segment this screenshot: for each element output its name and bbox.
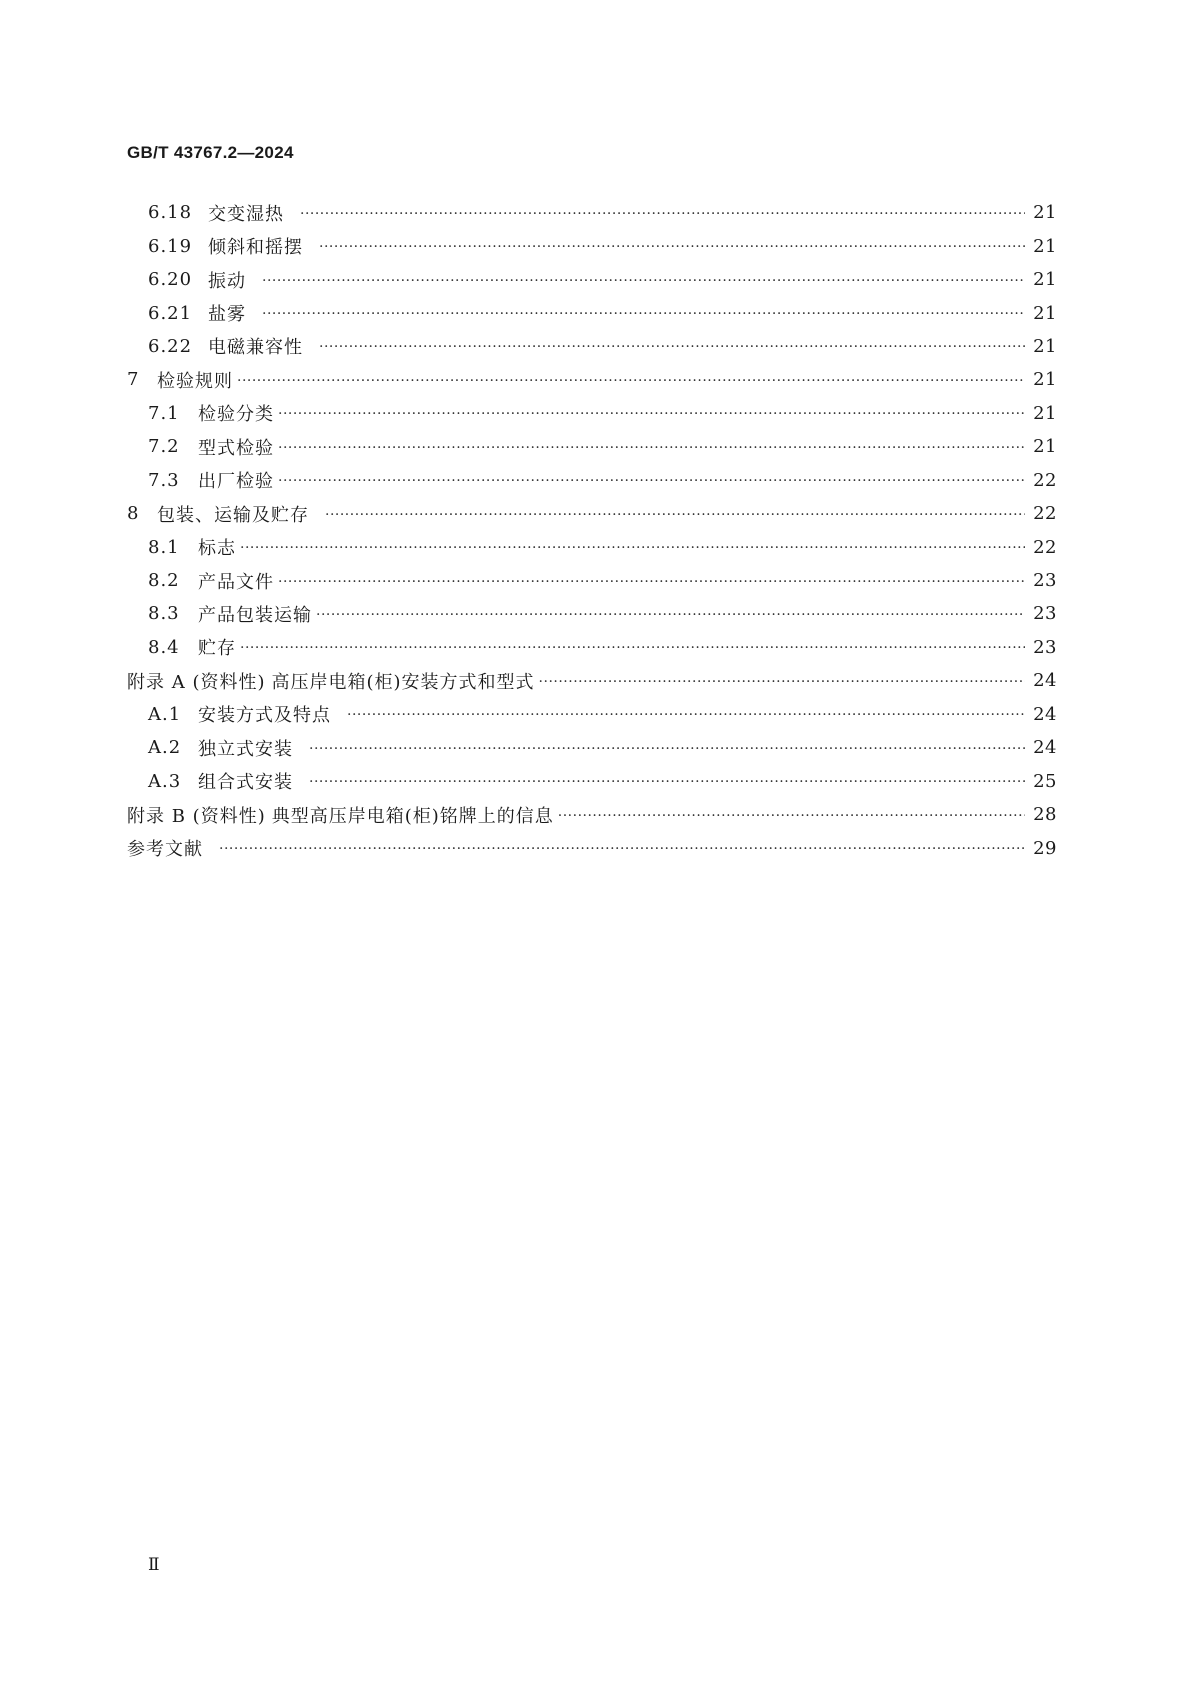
toc-entry-page: 21 — [1033, 269, 1057, 291]
dot-leader — [262, 274, 1025, 288]
toc-entry-title: 参考文献 — [127, 839, 203, 861]
table-of-contents — [127, 196, 1057, 865]
toc-entry-page: 21 — [1033, 402, 1057, 424]
toc-entry-title: 检验规则 — [157, 370, 233, 392]
toc-entry-references[interactable] — [127, 831, 1057, 864]
toc-entry-6-21[interactable] — [127, 296, 1057, 329]
dot-leader — [319, 240, 1025, 254]
toc-entry-page: 22 — [1033, 536, 1057, 558]
toc-entry-page: 22 — [1033, 469, 1057, 491]
toc-entry-title: 包装、运输及贮存 — [157, 504, 309, 526]
toc-entry-title: 型式检验 — [198, 437, 274, 459]
toc-entry-page: 28 — [1033, 804, 1057, 826]
toc-entry-page: 23 — [1033, 570, 1057, 592]
dot-leader — [278, 441, 1025, 455]
toc-entry-title: 电磁兼容性 — [208, 337, 303, 359]
toc-entry-title: 产品文件 — [198, 571, 274, 593]
toc-entry-number: 7.1 — [148, 402, 180, 424]
toc-entry-8[interactable] — [127, 497, 1057, 530]
dot-leader — [316, 608, 1025, 622]
toc-entry-number: A.3 — [148, 770, 182, 792]
dot-leader — [237, 374, 1025, 388]
dot-leader — [219, 842, 1025, 856]
toc-entry-title: 贮存 — [198, 638, 236, 660]
toc-entry-a-1[interactable] — [127, 698, 1057, 731]
toc-entry-page: 29 — [1033, 837, 1057, 859]
toc-entry-number: 8.1 — [148, 536, 180, 558]
toc-entry-title: 盐雾 — [208, 304, 246, 326]
toc-entry-number: 7.3 — [148, 469, 180, 491]
toc-entry-a-2[interactable] — [127, 731, 1057, 764]
dot-leader — [240, 541, 1025, 555]
dot-leader — [300, 207, 1025, 221]
dot-leader — [558, 809, 1025, 823]
toc-entry-number: 8 — [127, 503, 140, 525]
toc-entry-8-3[interactable] — [127, 597, 1057, 630]
toc-entry-number: 6.18 — [148, 202, 193, 224]
toc-entry-title: 独立式安装 — [198, 738, 293, 760]
toc-entry-page: 21 — [1033, 235, 1057, 257]
toc-entry-number: 6.22 — [148, 335, 193, 357]
toc-entry-number: 7.2 — [148, 436, 180, 458]
dot-leader — [347, 708, 1025, 722]
toc-entry-page: 21 — [1033, 436, 1057, 458]
toc-entry-number: 8.2 — [148, 570, 180, 592]
toc-entry-6-20[interactable] — [127, 263, 1057, 296]
dot-leader — [325, 508, 1025, 522]
toc-entry-number: 6.21 — [148, 302, 193, 324]
toc-entry-title: 产品包装运输 — [198, 604, 312, 626]
toc-entry-title: 倾斜和摇摆 — [208, 237, 303, 259]
toc-entry-number: 6.19 — [148, 235, 193, 257]
toc-entry-a-3[interactable] — [127, 764, 1057, 797]
toc-entry-number: 附录 B (资料性) — [127, 805, 266, 827]
toc-entry-title: 组合式安装 — [198, 772, 293, 794]
toc-entry-7-2[interactable] — [127, 430, 1057, 463]
toc-entry-page: 23 — [1033, 636, 1057, 658]
toc-entry-number: 8.4 — [148, 636, 180, 658]
toc-entry-number: 7 — [127, 369, 140, 391]
toc-entry-title: 出厂检验 — [198, 471, 274, 493]
dot-leader — [278, 575, 1025, 589]
dot-leader — [278, 474, 1025, 488]
page-number: Ⅱ — [148, 1555, 160, 1575]
dot-leader — [309, 742, 1025, 756]
toc-entry-page: 24 — [1033, 737, 1057, 759]
toc-entry-page: 24 — [1033, 670, 1057, 692]
toc-entry-page: 25 — [1033, 770, 1057, 792]
dot-leader — [278, 407, 1025, 421]
document-code: GB/T 43767.2—2024 — [127, 143, 294, 162]
toc-entry-7[interactable] — [127, 363, 1057, 396]
toc-entry-number: 6.20 — [148, 269, 193, 291]
toc-entry-appendix-b[interactable] — [127, 798, 1057, 831]
toc-entry-number: A.1 — [148, 703, 182, 725]
toc-entry-number: 附录 A (资料性) — [127, 671, 266, 693]
toc-entry-6-22[interactable] — [127, 330, 1057, 363]
toc-entry-6-19[interactable] — [127, 229, 1057, 262]
toc-entry-page: 21 — [1033, 302, 1057, 324]
toc-entry-page: 23 — [1033, 603, 1057, 625]
toc-entry-page: 22 — [1033, 503, 1057, 525]
toc-entry-title: 交变湿热 — [208, 203, 284, 225]
dot-leader — [319, 340, 1025, 354]
toc-entry-appendix-a[interactable] — [127, 664, 1057, 697]
toc-entry-number: 8.3 — [148, 603, 180, 625]
toc-entry-7-3[interactable] — [127, 464, 1057, 497]
toc-entry-7-1[interactable] — [127, 397, 1057, 430]
toc-entry-title: 典型高压岸电箱(柜)铭牌上的信息 — [271, 805, 554, 827]
toc-entry-8-4[interactable] — [127, 631, 1057, 664]
toc-entry-6-18[interactable] — [127, 196, 1057, 229]
toc-entry-title: 标志 — [198, 538, 236, 560]
toc-entry-title: 检验分类 — [198, 404, 274, 426]
toc-entry-page: 21 — [1033, 202, 1057, 224]
toc-entry-page: 24 — [1033, 703, 1057, 725]
toc-entry-title: 高压岸电箱(柜)安装方式和型式 — [271, 671, 535, 693]
toc-entry-number: A.2 — [148, 737, 182, 759]
dot-leader — [262, 307, 1025, 321]
toc-entry-8-1[interactable] — [127, 530, 1057, 563]
toc-entry-8-2[interactable] — [127, 564, 1057, 597]
toc-entry-page: 21 — [1033, 335, 1057, 357]
toc-entry-title: 安装方式及特点 — [198, 705, 331, 727]
toc-entry-title: 振动 — [208, 270, 246, 292]
dot-leader — [539, 675, 1025, 689]
dot-leader — [240, 641, 1025, 655]
dot-leader — [309, 775, 1025, 789]
toc-entry-page: 21 — [1033, 369, 1057, 391]
